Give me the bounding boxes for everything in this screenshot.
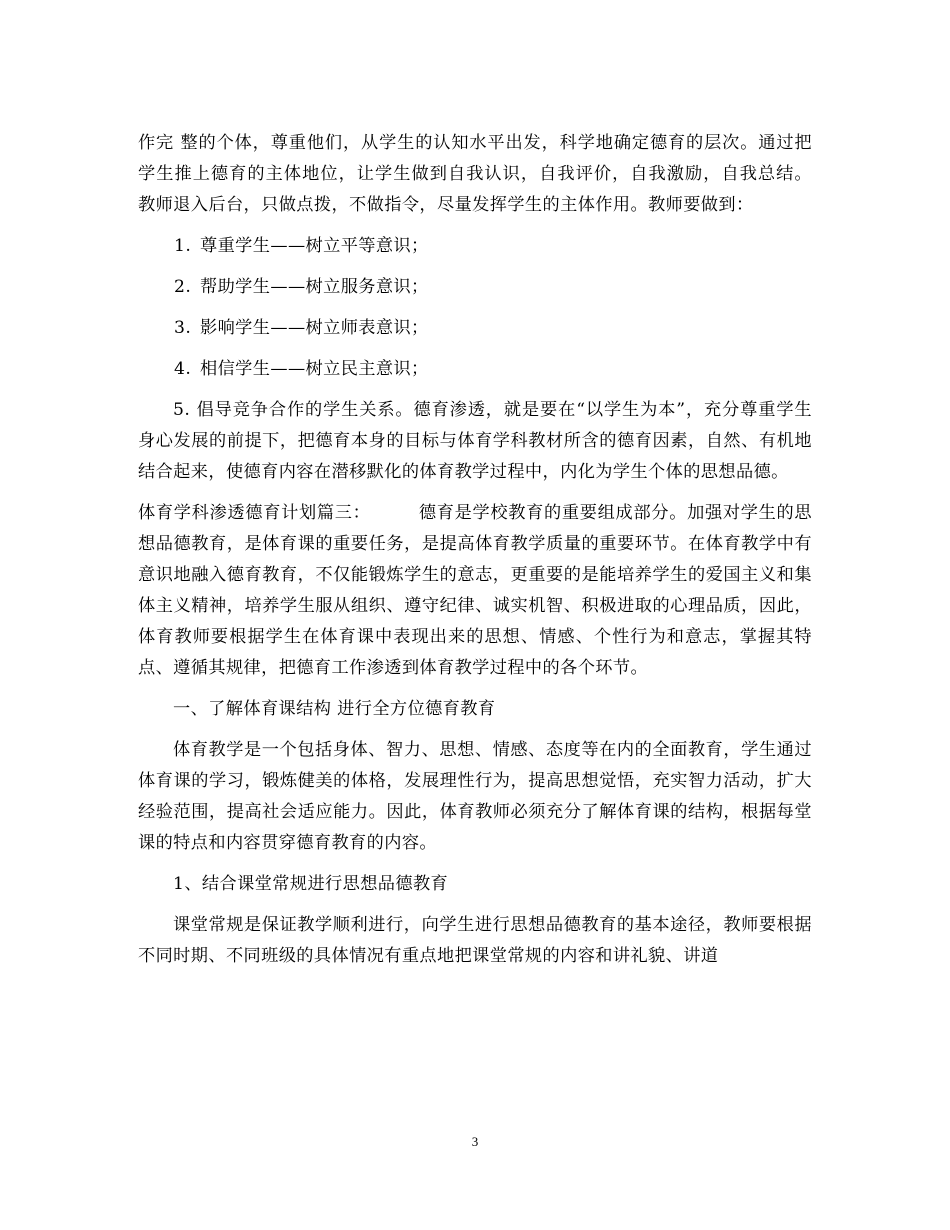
list-text: 帮助学生——树立服务意识；	[200, 277, 429, 297]
list-item-1	[138, 231, 812, 262]
list-number: 3.	[174, 318, 192, 338]
body-paragraph-3: 课堂常规是保证教学顺利进行，向学生进行思想品德教育的基本途径，教师要根据不同时期、不同班级的具体情况有重点地把课堂常规的内容和讲礼貌、讲道	[138, 915, 812, 966]
list-number: 5.	[173, 400, 191, 420]
section-paragraph	[138, 498, 812, 684]
list-item-2	[138, 272, 812, 303]
list-item-3	[138, 313, 812, 344]
list-number: 1.	[174, 236, 192, 256]
document-body	[138, 128, 812, 982]
list-item-5-paragraph	[138, 395, 812, 488]
section-heading-1: 一、了解体育课结构 进行全方位德育教育	[173, 699, 496, 719]
section-heading-2: 1、结合课堂常规进行思想品德教育	[173, 874, 449, 894]
intro-paragraph: 作完 整的个体，尊重他们，从学生的认知水平出发，科学地确定德育的层次。通过把学生推上德育的主体地位，让学生做到自我认识，自我评价，自我激励，自我总结。 教师退入后台，只做点拨，不做指令，尽量发挥学生的主体作用。教师要做到：	[138, 133, 812, 215]
section-text: 德育是学校教育的重要组成部分。加强对学生的思想品德教育，是体育课的重要任务，是提高体育教学质量的重要环节。在体育教学中有意识地融入德育教育，不仅能锻炼学生的意志，更重要的是能培养学生的爱国主义和集体主义精神，培养学生服从组织、遵守纪律、诚实机智、积极进取的心理品质，因此，体育教师要根据学生在体育课中表现出来的思想、情感、个性行为和意志，掌握其特点、遵循其规律，把德育工作渗透到体育教学过程中的各个环节。	[138, 503, 812, 678]
section-label: 体育学科渗透德育计划篇三：	[138, 503, 371, 523]
list-text: 影响学生——树立师表意识；	[200, 318, 429, 338]
page-number: 3	[471, 1134, 479, 1149]
list-item-4	[138, 354, 812, 385]
list-number: 2.	[174, 277, 192, 297]
list-text: 尊重学生——树立平等意识；	[200, 236, 429, 256]
list-text: 倡导竞争合作的学生关系。德育渗透，就是要在“以学生为本”，充分尊重学生身心发展的前提下，把德育本身的目标与体育学科教材所含的德育因素，自然、有机地结合起来，使德育内容在潜移默化的体育教学过程中，内化为学生个体的思想品德。	[138, 400, 812, 482]
body-paragraph-2: 体育教学是一个包括身体、智力、思想、情感、态度等在内的全面教育，学生通过体育课的学习，锻炼健美的体格，发展理性行为，提高思想觉悟，充实智力活动，扩大经验范围，提高社会适应能力。因此，体育教师必须充分了解体育课的结构，根据每堂课的特点和内容贯穿德育教育的内容。	[138, 740, 812, 853]
list-text: 相信学生——树立民主意识；	[200, 359, 429, 379]
list-number: 4.	[174, 359, 192, 379]
